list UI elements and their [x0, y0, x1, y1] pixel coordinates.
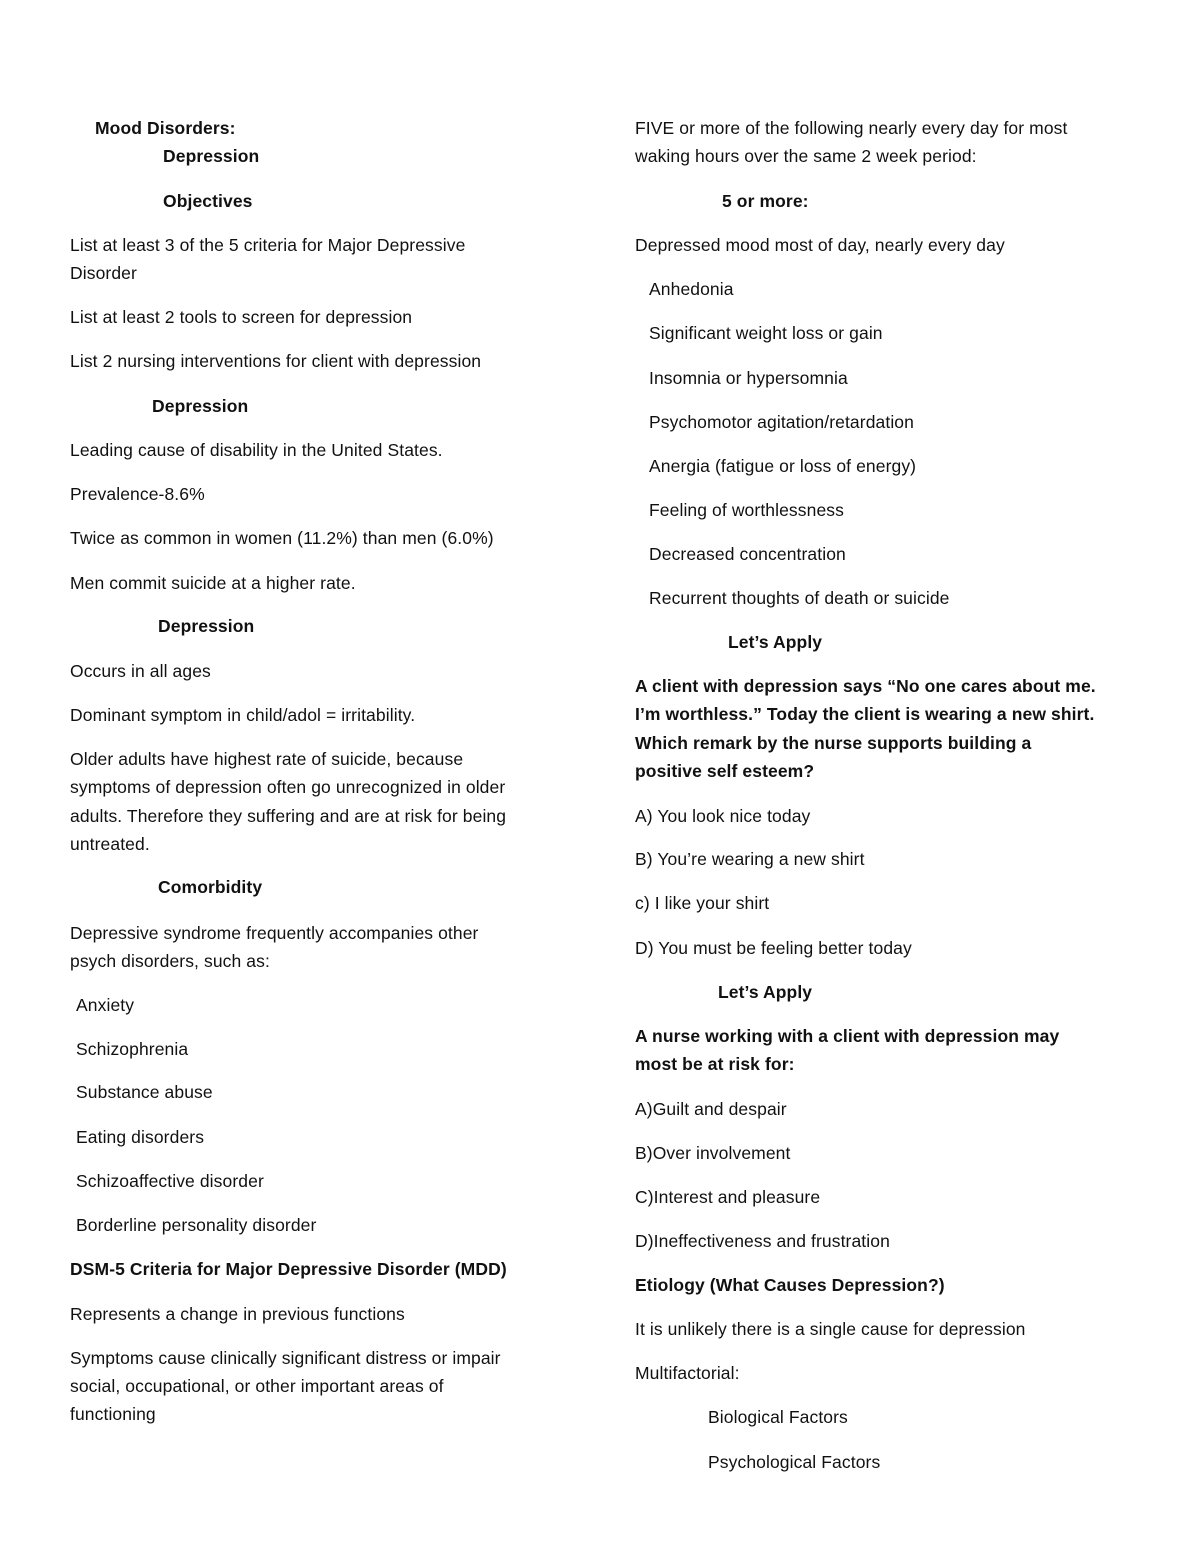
criteria-intro: FIVE or more of the following nearly every day for most — [635, 118, 1068, 138]
section-heading-dsm: DSM-5 Criteria for Major Depressive Disorder (MDD) — [70, 1259, 507, 1279]
dsm-line: social, occupational, or other important areas of — [70, 1376, 444, 1396]
age-fact: adults. Therefore they suffering and are at risk for being — [70, 806, 507, 826]
comorbidity-item: Borderline personality disorder — [76, 1215, 317, 1235]
depression-fact: Twice as common in women (11.2%) than men (6.0%) — [70, 528, 494, 548]
symptom-item: Anergia (fatigue or loss of energy) — [649, 456, 917, 476]
document-title: Mood Disorders: — [95, 118, 236, 138]
section-heading-apply-1: Let’s Apply — [728, 632, 823, 652]
comorbidity-item: Anxiety — [76, 995, 135, 1015]
age-fact: Occurs in all ages — [70, 661, 211, 681]
multifactorial-label: Multifactorial: — [635, 1363, 740, 1383]
symptom-item: Depressed mood most of day, nearly every day — [635, 235, 1005, 255]
question-1-line: Which remark by the nurse supports building a — [635, 733, 1032, 753]
dsm-line: Represents a change in previous functions — [70, 1304, 405, 1324]
answer-option: C)Interest and pleasure — [635, 1187, 821, 1207]
dsm-line: functioning — [70, 1404, 156, 1424]
age-fact: Older adults have highest rate of suicide, because — [70, 749, 464, 769]
comorbidity-intro: Depressive syndrome frequently accompanies other — [70, 923, 479, 943]
symptom-item: Significant weight loss or gain — [649, 323, 883, 343]
section-heading-comorbidity: Comorbidity — [158, 877, 263, 897]
symptom-item: Feeling of worthlessness — [649, 500, 844, 520]
depression-fact: Leading cause of disability in the United States. — [70, 440, 443, 460]
dsm-line: Symptoms cause clinically significant distress or impair — [70, 1348, 501, 1368]
question-1-line: I’m worthless.” Today the client is wearing a new shirt. — [635, 704, 1095, 724]
question-1-line: A client with depression says “No one cares about me. — [635, 676, 1096, 696]
symptom-item: Psychomotor agitation/retardation — [649, 412, 914, 432]
age-fact: Dominant symptom in child/adol = irritability. — [70, 705, 416, 725]
criteria-intro: waking hours over the same 2 week period: — [635, 146, 977, 166]
depression-fact: Prevalence-8.6% — [70, 484, 205, 504]
symptom-item: Insomnia or hypersomnia — [649, 368, 848, 388]
answer-option: D) You must be feeling better today — [635, 938, 912, 958]
question-2-line: most be at risk for: — [635, 1054, 795, 1074]
comorbidity-item: Schizophrenia — [76, 1039, 189, 1059]
section-heading-apply-2: Let’s Apply — [718, 982, 813, 1002]
comorbidity-item: Substance abuse — [76, 1082, 213, 1102]
comorbidity-item: Eating disorders — [76, 1127, 205, 1147]
answer-option: A) You look nice today — [635, 806, 811, 826]
age-fact: untreated. — [70, 834, 150, 854]
objective-line: List at least 3 of the 5 criteria for Major Depressive — [70, 235, 466, 255]
depression-fact: Men commit suicide at a higher rate. — [70, 573, 356, 593]
symptom-item: Anhedonia — [649, 279, 734, 299]
objectives-heading: Objectives — [163, 191, 253, 211]
age-fact: symptoms of depression often go unrecognized in older — [70, 777, 506, 797]
question-2-line: A nurse working with a client with depression may — [635, 1026, 1060, 1046]
answer-option: B) You’re wearing a new shirt — [635, 849, 865, 869]
etiology-line: It is unlikely there is a single cause for depression — [635, 1319, 1026, 1339]
comorbidity-item: Schizoaffective disorder — [76, 1171, 264, 1191]
symptom-item: Decreased concentration — [649, 544, 846, 564]
comorbidity-intro: psych disorders, such as: — [70, 951, 270, 971]
objective-line: Disorder — [70, 263, 137, 283]
symptom-item: Recurrent thoughts of death or suicide — [649, 588, 950, 608]
objective-line: List at least 2 tools to screen for depression — [70, 307, 413, 327]
factor-item: Psychological Factors — [708, 1452, 881, 1472]
objective-line: List 2 nursing interventions for client with depression — [70, 351, 482, 371]
question-1-line: positive self esteem? — [635, 761, 815, 781]
answer-option: B)Over involvement — [635, 1143, 791, 1163]
answer-option: c) I like your shirt — [635, 893, 770, 913]
section-heading-depression-2: Depression — [158, 616, 255, 636]
document-subtitle: Depression — [163, 146, 260, 166]
answer-option: D)Ineffectiveness and frustration — [635, 1231, 890, 1251]
section-heading-depression: Depression — [152, 396, 249, 416]
criteria-heading: 5 or more: — [722, 191, 809, 211]
section-heading-etiology: Etiology (What Causes Depression?) — [635, 1275, 945, 1295]
answer-option: A)Guilt and despair — [635, 1099, 787, 1119]
factor-item: Biological Factors — [708, 1407, 848, 1427]
